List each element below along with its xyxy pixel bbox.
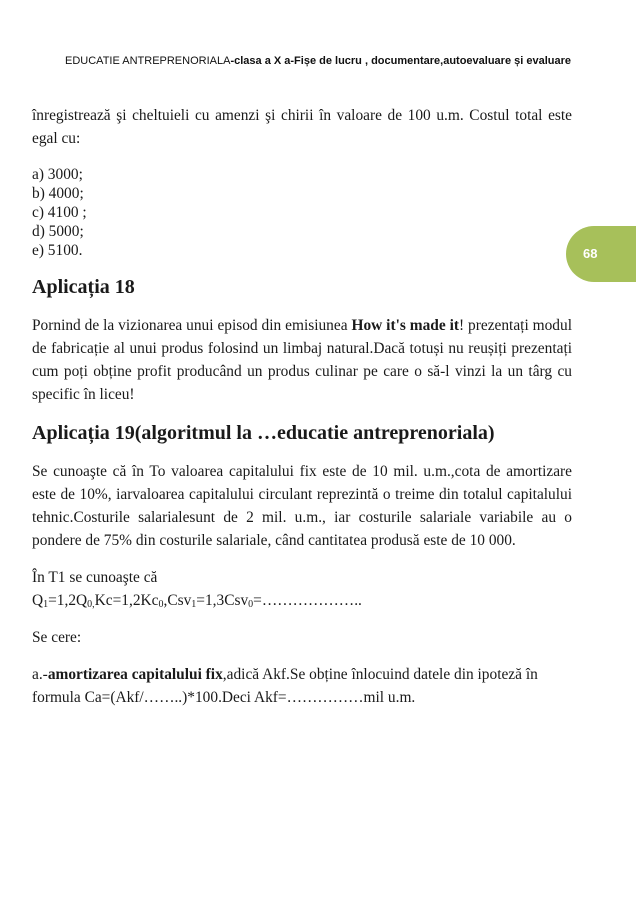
- formula-q1-sub: 1: [43, 599, 49, 610]
- formula-csv-eq: =1,3Csv: [196, 592, 249, 609]
- answer-options: [32, 165, 572, 260]
- header-subtitle: -clasa a X a-Fișe de lucru , documentare,autoevaluare și evaluare: [230, 55, 571, 67]
- option-e: e) 5100.: [32, 242, 83, 259]
- app18-show-name: How it's made it: [351, 317, 459, 334]
- formula-csv: ,Csv: [163, 592, 192, 609]
- page-number-badge: [566, 226, 636, 282]
- item-a-bold: amortizarea capitalului fix: [47, 666, 223, 683]
- formula-q1-eq: =1,2Q: [48, 592, 88, 609]
- app19-title: Aplicația 19(algoritmul la …educatie antreprenoriala): [32, 422, 495, 444]
- app18-text-before: Pornind de la vizionarea unui episod din emisiunea: [32, 317, 352, 334]
- page-number: 68: [583, 246, 598, 261]
- formula-kc: Kc=1,2Kc: [94, 592, 159, 609]
- option-b: b) 4000;: [32, 185, 84, 202]
- intro-paragraph: înregistrează şi cheltuieli cu amenzi şi chirii în valoare de 100 u.m. Costul total este egal cu:: [32, 107, 572, 147]
- formula-csv1-sub: 1: [191, 599, 197, 610]
- app19-paragraph: Se cunoaşte că în To valoarea capitalului fix este de 10 mil. u.m.,cota de amortizare este de 10%, iarvaloarea capitalului circulant reprezintă o treime din totalul capitalului tehnic.Costurile salarialesunt de 2 mil. u.m., iar costurile salariale variabile au o pondere de 75% din costurile salariale, când cantitatea produsă este de 10 000.: [32, 463, 572, 549]
- item-a-rest: ,adică Akf.Se obține înlocuind datele din ipoteză în formula Ca=(Akf/……..)*100.Deci Akf=……………mil u.m.: [32, 666, 538, 706]
- formula-kc-sub: 0: [158, 599, 164, 610]
- formula-csv0-sub: 0: [248, 599, 254, 610]
- app18-text-after: ! prezentați modul de fabricație al unui produs folosind un limbaj natural.Dacă totuși nu reușiți prezentați cum poți obține profit producând un produs culinar pe care o să-l vinzi la un târg cu specific în liceu!: [32, 317, 572, 403]
- item-a-prefix: a.-: [32, 666, 48, 683]
- se-cere-label: Se cere:: [32, 629, 82, 646]
- option-a: a) 3000;: [32, 166, 83, 183]
- formula-tail: =………………..: [253, 592, 362, 609]
- option-d: d) 5000;: [32, 223, 84, 240]
- t1-formula: [32, 589, 572, 612]
- document-body: [32, 104, 572, 709]
- formula-q0-sub: 0,: [87, 599, 95, 610]
- option-c: c) 4100 ;: [32, 204, 87, 221]
- page-header: [28, 52, 608, 70]
- app18-paragraph: [32, 314, 572, 406]
- app18-title: Aplicația 18: [32, 276, 135, 298]
- formula-q: Q: [32, 592, 44, 609]
- header-course: EDUCATIE ANTREPRENORIALA: [65, 55, 231, 67]
- item-a-paragraph: [32, 663, 572, 709]
- t1-intro: În T1 se cunoaşte că: [32, 569, 158, 586]
